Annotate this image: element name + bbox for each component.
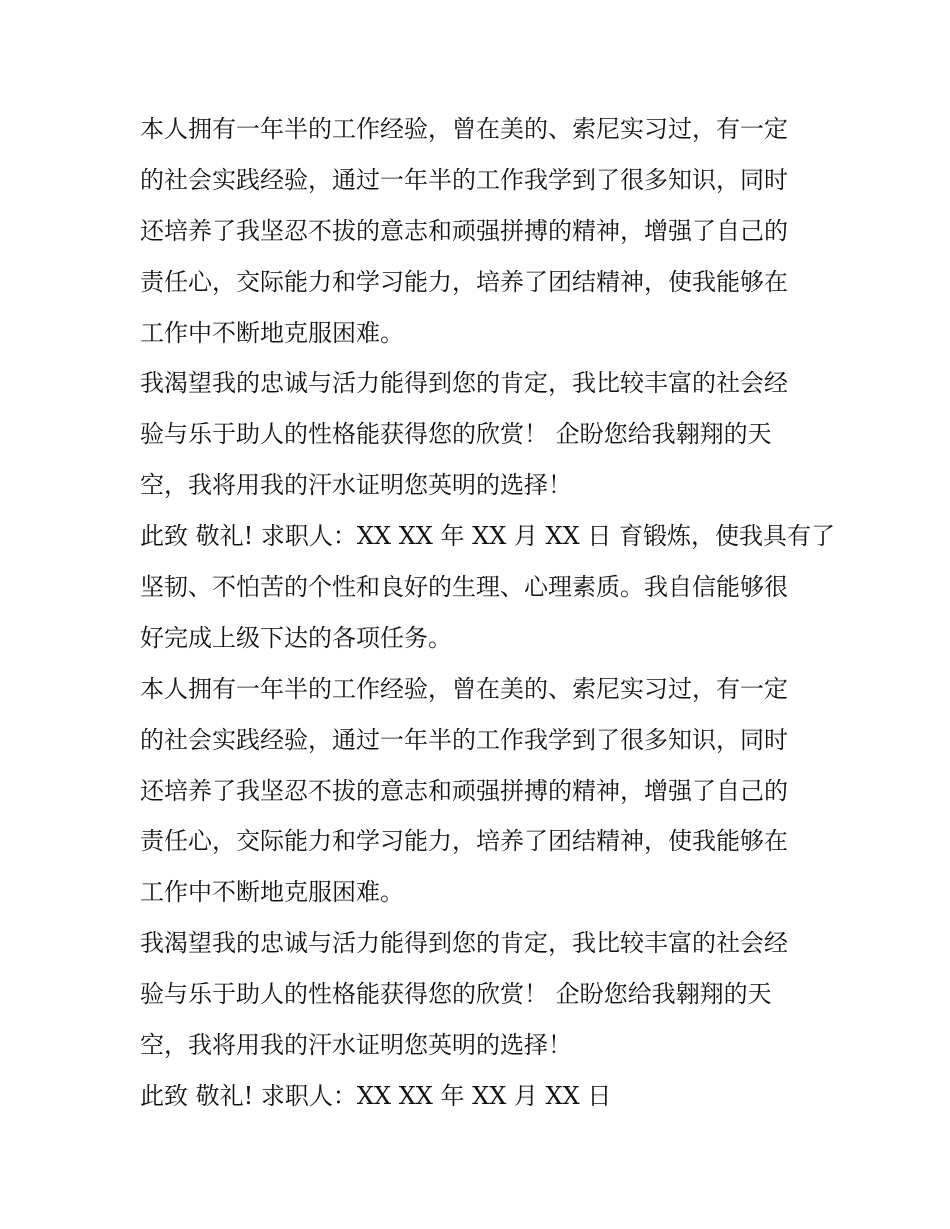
text-line-16: 工作中不断地克服困难。 [140, 878, 404, 907]
text-line-10: 坚韧、不怕苦的个性和良好的生理、心理素质。我自信能够很 [140, 573, 788, 602]
text-line-19: 空，我将用我的汗水证明您英明的选择！ [140, 1031, 572, 1060]
text-line-1: 本人拥有一年半的工作经验，曾在美的、索尼实习过，有一定 [140, 115, 788, 143]
text-line-8: 空，我将用我的汗水证明您英明的选择！ [140, 471, 572, 500]
text-line-17: 我渴望我的忠诚与活力能得到您的肯定，我比较丰富的社会经 [140, 929, 788, 958]
text-line-12: 本人拥有一年半的工作经验，曾在美的、索尼实习过，有一定 [140, 674, 788, 703]
text-line-11: 好完成上级下达的各项任务。 [140, 623, 452, 652]
text-line-14: 还培养了我坚忍不拔的意志和顽强拼搏的精神，增强了自己的 [140, 776, 788, 805]
text-line-13: 的社会实践经验，通过一年半的工作我学到了很多知识，同时 [140, 725, 788, 754]
text-line-5: 工作中不断地克服困难。 [140, 318, 404, 347]
text-line-20: 此致 敬礼! 求职人：XX XX 年 XX 月 XX 日 [140, 1081, 612, 1110]
text-line-9: 此致 敬礼! 求职人：XX XX 年 XX 月 XX 日 育锻炼，使我具有了 [140, 522, 835, 551]
text-line-6: 我渴望我的忠诚与活力能得到您的肯定，我比较丰富的社会经 [140, 369, 788, 398]
text-line-3: 还培养了我坚忍不拔的意志和顽强拼搏的精神，增强了自己的 [140, 216, 788, 245]
text-line-18: 验与乐于助人的性格能获得您的欣赏！ 企盼您给我翱翔的天 [140, 980, 772, 1009]
text-line-4: 责任心，交际能力和学习能力，培养了团结精神，使我能够在 [140, 267, 788, 296]
text-line-15: 责任心，交际能力和学习能力，培养了团结精神，使我能够在 [140, 827, 788, 856]
body-text [140, 104, 835, 1122]
text-line-7: 验与乐于助人的性格能获得您的欣赏！ 企盼您给我翱翔的天 [140, 420, 772, 449]
text-line-2: 的社会实践经验，通过一年半的工作我学到了很多知识，同时 [140, 165, 788, 194]
